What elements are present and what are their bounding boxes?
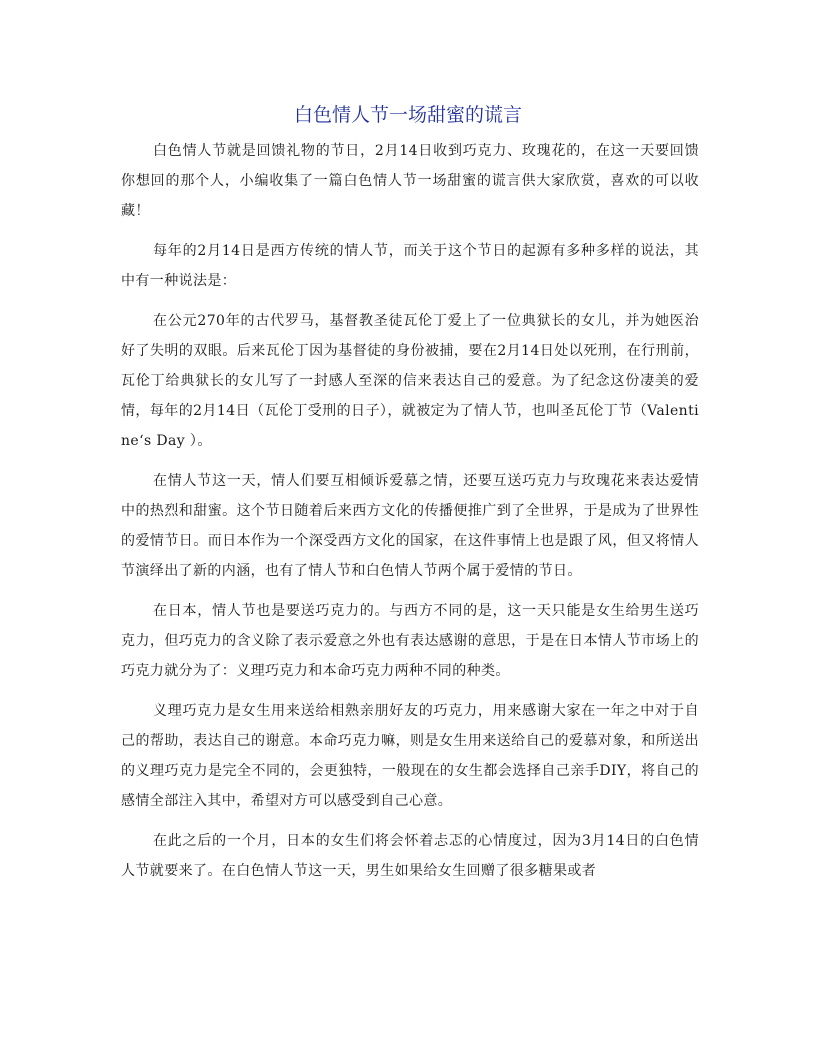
paragraph-global-spread: 在情人节这一天，情人们要互相倾诉爱慕之情，还要互送巧克力与玫瑰花来表达爱情中的热烈和甜蜜。这个节日随着后来西方文化的传播便推广到了全世界，于是成为了世界性的爱情节日。而日本作为一个深受西方文化的国家，在这件事情上也是跟了风，但又将情人节演绎出了新的内涵，也有了情人节和白色情人节两个属于爱情的节日。 bbox=[121, 473, 699, 579]
document-body bbox=[121, 136, 699, 896]
paragraph-intro: 白色情人节就是回馈礼物的节日，2月14日收到巧克力、玫瑰花的，在这一天要回馈你想回的那个人，小编收集了一篇白色情人节一场甜蜜的谎言供大家欣赏，喜欢的可以收藏！ bbox=[121, 143, 699, 219]
document-title: 白色情人节一场甜蜜的谎言 bbox=[293, 104, 522, 126]
paragraph-white-day: 在此之后的一个月，日本的女生们将会怀着忐忑的心情度过，因为3月14日的白色情人节就要来了。在白色情人节这一天，男生如果给女生回赠了很多糖果或者 bbox=[121, 833, 699, 879]
paragraph-chocolate-types: 义理巧克力是女生用来送给相熟亲朋好友的巧克力，用来感谢大家在一年之中对于自己的帮助，表达自己的谢意。本命巧克力嘛，则是女生用来送给自己的爱慕对象，和所送出的义理巧克力是完全不同的，会更独特，一般现在的女生都会选择自己亲手DIY，将自己的感情全部注入其中，希望对方可以感受到自己心意。 bbox=[121, 703, 699, 809]
paragraph-valentine-story: 在公元270年的古代罗马，基督教圣徒瓦伦丁爱上了一位典狱长的女儿，并为她医治好了失明的双眼。后来瓦伦丁因为基督徒的身份被捕，要在2月14日处以死刑，在行刑前，瓦伦丁给典狱长的女儿写了一封感人至深的信来表达自己的爱意。为了纪念这份凄美的爱情，每年的2月14日（瓦伦丁受刑的日子），就被定为了情人节，也叫圣瓦伦丁节（Valentine‘s Day ）。 bbox=[121, 313, 699, 449]
paragraph-japan-chocolate: 在日本，情人节也是要送巧克力的。与西方不同的是，这一天只能是女生给男生送巧克力，但巧克力的含义除了表示爱意之外也有表达感谢的意思，于是在日本情人节市场上的巧克力就分为了：义理巧克力和本命巧克力两种不同的种类。 bbox=[121, 603, 699, 679]
paragraph-origin: 每年的2月14日是西方传统的情人节，而关于这个节日的起源有多种多样的说法，其中有一种说法是： bbox=[121, 243, 699, 289]
